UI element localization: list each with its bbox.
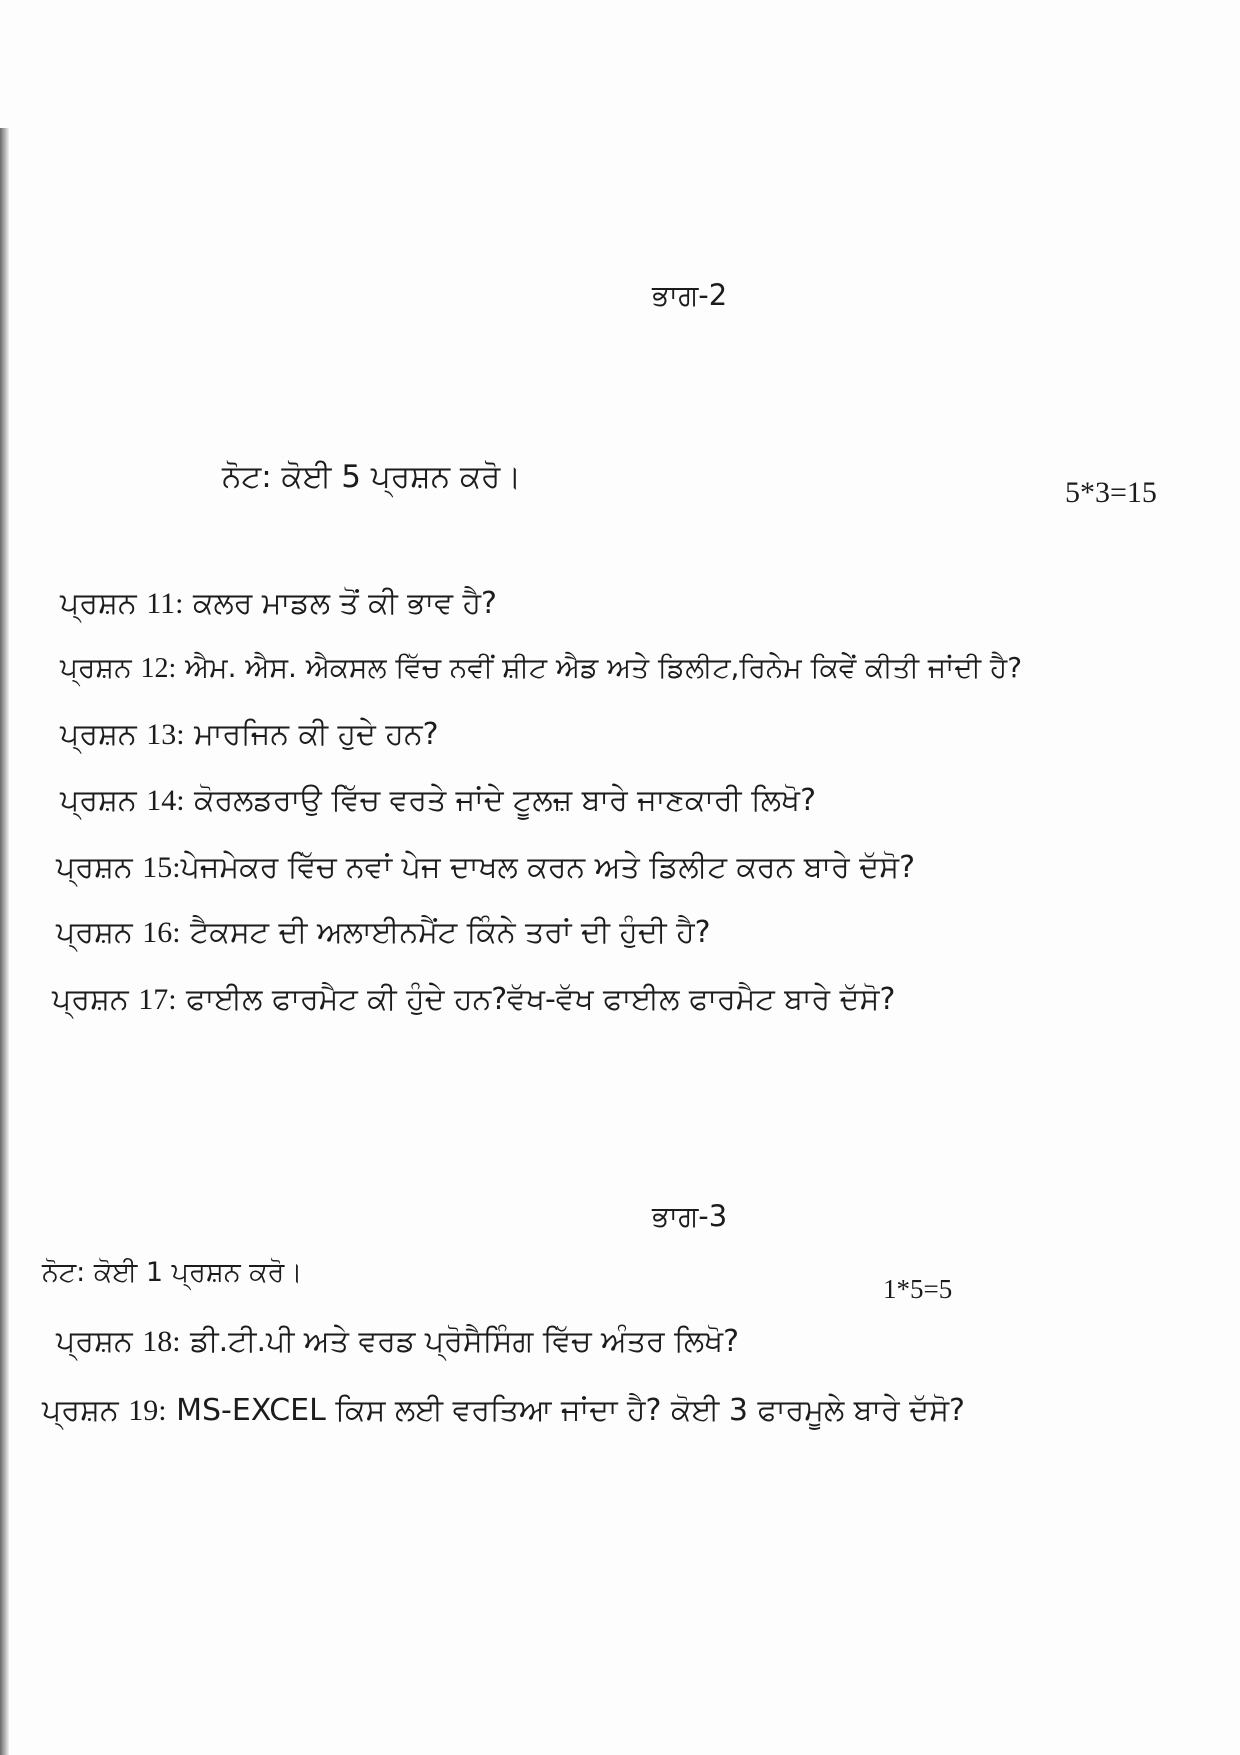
section-3-heading: ਭਾਗ-3: [652, 1199, 728, 1233]
question-19: [42, 1393, 965, 1428]
question-label: ਪ੍ਰਸ਼ਨ: [60, 717, 137, 752]
question-17: [52, 982, 896, 1017]
question-text: ਮਾਰਜਿਨ ਕੀ ਹੁਦੇ ਹਨ?: [194, 717, 439, 752]
question-text: ਪੇਜਮੇਕਰ ਵਿੱਚ ਨਵਾਂ ਪੇਜ ਦਾਖਲ ਕਰਨ ਅਤੇ ਡਿਲੀਟ ਕਰਨ ਬਾਰੇ ਦੱਸੋ?: [180, 850, 916, 885]
question-text: ਐਮ. ਐਸ. ਐਕਸਲ ਵਿੱਚ ਨਵੀਂ ਸ਼ੀਟ ਐਡ ਅਤੇ ਡਿਲੀਟ,ਰਿਨੇਮ ਕਿਵੇਂ ਕੀਤੀ ਜਾਂਦੀ ਹੈ?: [185, 651, 1023, 684]
scan-edge-shadow: [0, 128, 9, 1755]
section-2-marks: 5*3=15: [1065, 476, 1157, 509]
question-text: MS-EXCEL ਕਿਸ ਲਈ ਵਰਤਿਆ ਜਾਂਦਾ ਹੈ? ਕੋਈ 3 ਫਾਰਮੂਲੇ ਬਾਰੇ ਦੱਸੋ?: [176, 1393, 965, 1428]
question-label: ਪ੍ਰਸ਼ਨ: [56, 1324, 133, 1359]
question-number: 15:: [142, 851, 181, 884]
question-text: ਡੀ.ਟੀ.ਪੀ ਅਤੇ ਵਰਡ ਪ੍ਰੋਸੈਸਿੰਗ ਵਿੱਚ ਅੰਤਰ ਲਿਖੋ?: [190, 1324, 740, 1359]
question-number: 19:: [128, 1394, 167, 1427]
question-15: [56, 850, 916, 885]
question-number: 13:: [146, 718, 185, 751]
question-13: [60, 717, 439, 752]
question-18: [56, 1324, 740, 1359]
question-number: 12:: [140, 653, 177, 684]
section-3-note: ਨੋਟ: ਕੋਈ 1 ਪ੍ਰਸ਼ਨ ਕਰੋ।: [42, 1257, 303, 1288]
question-text: ਟੈਕਸਟ ਦੀ ਅਲਾਈਨਮੈਂਟ ਕਿੰਨੇ ਤਰਾਂ ਦੀ ਹੁੰਦੀ ਹੈ?: [190, 915, 711, 950]
question-label: ਪ੍ਰਸ਼ਨ: [52, 982, 129, 1017]
question-label: ਪ੍ਰਸ਼ਨ: [56, 850, 133, 885]
question-label: ਪ੍ਰਸ਼ਨ: [42, 1393, 119, 1428]
section-3-marks: 1*5=5: [883, 1274, 953, 1304]
question-number: 17:: [138, 983, 177, 1016]
question-label: ਪ੍ਰਸ਼ਨ: [60, 586, 137, 621]
question-number: 11:: [146, 587, 184, 620]
question-label: ਪ੍ਰਸ਼ਨ: [56, 915, 133, 950]
question-text: ਫਾਈਲ ਫਾਰਮੈਟ ਕੀ ਹੁੰਦੇ ਹਨ?ਵੱਖ-ਵੱਖ ਫਾਈਲ ਫਾਰਮੈਟ ਬਾਰੇ ਦੱਸੋ?: [186, 982, 896, 1017]
question-16: [56, 915, 711, 950]
question-text: ਕਲਰ ਮਾਡਲ ਤੋਂ ਕੀ ਭਾਵ ਹੈ?: [193, 586, 497, 621]
question-12: [60, 651, 1023, 684]
question-11: [60, 586, 497, 621]
question-number: 18:: [142, 1325, 181, 1358]
section-2-heading: ਭਾਗ-2: [652, 278, 728, 312]
section-2-note: ਨੋਟ: ਕੋਈ 5 ਪ੍ਰਸ਼ਨ ਕਰੋ।: [222, 459, 522, 495]
question-14: [60, 783, 816, 818]
question-number: 16:: [142, 916, 181, 949]
question-label: ਪ੍ਰਸ਼ਨ: [60, 651, 132, 684]
question-text: ਕੋਰਲਡਰਾਉ ਵਿੱਚ ਵਰਤੇ ਜਾਂਦੇ ਟੂਲਜ਼ ਬਾਰੇ ਜਾਣਕਾਰੀ ਲਿਖੋ?: [194, 783, 816, 818]
question-number: 14:: [146, 784, 185, 817]
question-label: ਪ੍ਰਸ਼ਨ: [60, 783, 137, 818]
